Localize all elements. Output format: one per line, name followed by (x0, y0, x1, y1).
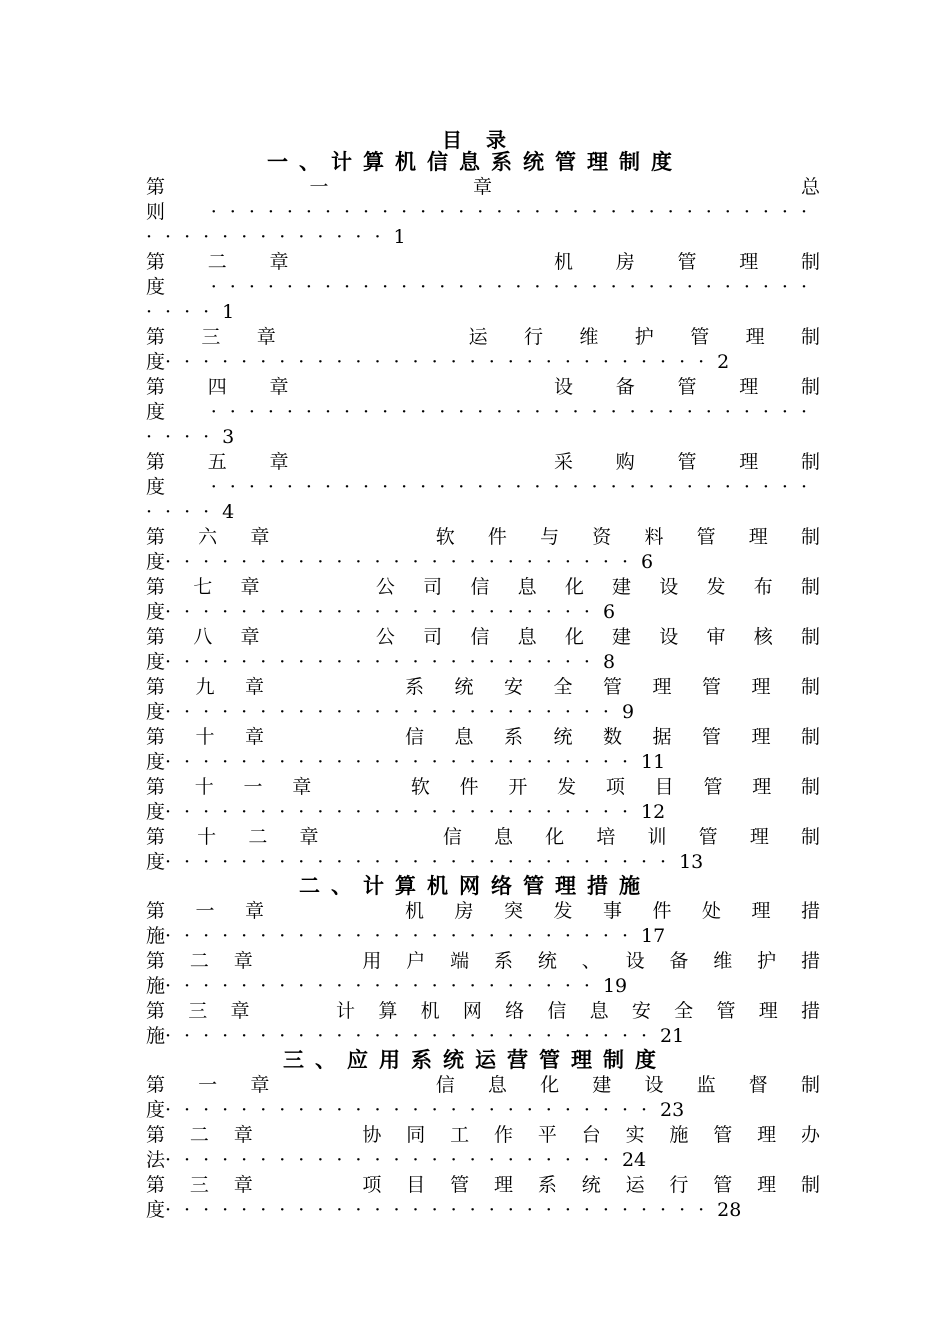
entry-tail: 度 (146, 351, 166, 373)
chapter-label: 第七章 (146, 576, 288, 598)
leader-dots: ························· (165, 751, 642, 773)
leader-dots: ······················· (165, 975, 603, 997)
entry-name: 协同工作平台实施管理办 (337, 1124, 820, 1146)
entry-tail: 则 (146, 201, 211, 223)
leader-dots: ············· (146, 226, 394, 248)
leader-dots: ······················· (165, 601, 603, 623)
entry-tail: 度 (146, 1199, 166, 1221)
entry-name: 总 (656, 176, 820, 198)
toc-entry[interactable] (146, 450, 820, 525)
entry-tail: 度 (146, 701, 166, 723)
page-number: 23 (660, 1099, 685, 1121)
leader-dots: ·························· (165, 1099, 661, 1121)
toc-entry[interactable] (146, 999, 820, 1049)
entry-name: 软件与资料管理制 (402, 526, 820, 548)
toc-entry[interactable] (146, 825, 820, 875)
leader-dots: ····························· (165, 1199, 718, 1221)
page-number: 17 (641, 925, 666, 947)
page-number: 3 (222, 426, 235, 448)
chapter-label: 第四章 (146, 376, 332, 398)
entry-tail: 度 (146, 751, 166, 773)
page-number: 19 (602, 975, 628, 997)
toc-entry[interactable] (146, 575, 820, 625)
leader-dots: ································ (210, 201, 820, 223)
toc-entry[interactable] (146, 949, 820, 999)
entry-tail: 施 (146, 975, 166, 997)
chapter-label: 第三章 (146, 1174, 278, 1196)
chapter-label: 第十章 (146, 726, 295, 748)
page-number: 28 (717, 1199, 742, 1221)
entry-tail: 法 (146, 1149, 166, 1171)
page-number: 2 (717, 351, 730, 373)
page-number: 13 (679, 851, 704, 873)
toc-entry[interactable] (146, 625, 820, 675)
entry-tail: 度 (146, 551, 166, 573)
page-number: 6 (641, 551, 654, 573)
leader-dots: ····························· (165, 351, 718, 373)
leader-dots: ························· (165, 925, 642, 947)
page-number: 24 (621, 1149, 647, 1171)
leader-dots: ······················· (165, 651, 603, 673)
chapter-label: 第一章 (146, 1074, 303, 1096)
chapter-label: 第十一章 (146, 776, 342, 798)
leader-dots: ································ (210, 401, 820, 423)
entry-name: 计算机网络信息安全管理措 (312, 1000, 820, 1022)
entry-name: 信息化建设监督制 (402, 1074, 820, 1096)
chapter-label: 第一章 (146, 176, 637, 198)
page-number: 1 (222, 301, 235, 323)
entry-tail: 度 (146, 276, 211, 298)
chapter-label: 第三章 (146, 326, 313, 348)
toc-entry[interactable] (146, 775, 820, 825)
toc-entry[interactable] (146, 675, 820, 725)
chapter-label: 第二章 (146, 1124, 278, 1146)
entry-name: 项目管理系统运行管理制 (337, 1174, 820, 1196)
page-number: 12 (641, 801, 666, 823)
entry-name: 公司信息化建设审核制 (347, 626, 820, 648)
entry-name: 设备管理制 (511, 376, 820, 398)
entry-tail: 施 (146, 925, 166, 947)
entry-name: 公司信息化建设发布制 (347, 576, 820, 598)
entry-tail: 度 (146, 401, 211, 423)
toc-entry[interactable] (146, 525, 820, 575)
page-number: 8 (602, 651, 616, 673)
entry-name: 信息系统数据管理制 (374, 726, 820, 748)
leader-dots: ························· (165, 801, 642, 823)
entry-name: 采购管理制 (511, 451, 820, 473)
page-number: 9 (621, 701, 635, 723)
chapter-label: 第五章 (146, 451, 332, 473)
leader-dots: ··························· (165, 851, 680, 873)
entry-name: 系统安全管理管理制 (374, 676, 820, 698)
leader-dots: ································ (210, 276, 820, 298)
entry-tail: 度 (146, 851, 166, 873)
entry-tail: 度 (146, 476, 211, 498)
entry-name: 用户端系统、设备维护措 (337, 950, 820, 972)
entry-tail: 度 (146, 1099, 166, 1121)
entry-tail: 度 (146, 601, 166, 623)
leader-dots: ·························· (165, 1025, 661, 1047)
chapter-label: 第三章 (146, 1000, 273, 1022)
page-number: 11 (641, 751, 666, 773)
toc-entry[interactable] (146, 725, 820, 775)
entry-name: 运行维护管理制 (432, 326, 820, 348)
section-heading: 一、计算机信息系统管理制度 (267, 149, 683, 174)
toc-entry[interactable] (146, 1123, 820, 1173)
leader-dots: ···· (146, 301, 223, 323)
leader-dots: ························· (165, 551, 642, 573)
page-number: 4 (222, 501, 235, 523)
leader-dots: ························ (165, 701, 622, 723)
toc-entry[interactable] (146, 175, 820, 250)
leader-dots: ························ (165, 1149, 622, 1171)
toc-entry[interactable] (146, 1173, 820, 1223)
toc-entry[interactable] (146, 250, 820, 325)
toc-entry[interactable] (146, 325, 820, 375)
toc-entry[interactable] (146, 375, 820, 450)
entry-tail: 施 (146, 1025, 166, 1047)
toc-entry[interactable] (146, 1073, 820, 1123)
chapter-label: 第二章 (146, 251, 332, 273)
entry-name: 软件开发项目管理制 (381, 776, 820, 798)
page-number: 21 (660, 1025, 685, 1047)
page-number: 6 (602, 601, 616, 623)
leader-dots: ································ (210, 476, 820, 498)
chapter-label: 第八章 (146, 626, 288, 648)
entry-name: 信息化培训管理制 (410, 826, 820, 848)
toc-title: 目 录 (442, 128, 508, 152)
chapter-label: 第九章 (146, 676, 295, 698)
leader-dots: ···· (146, 426, 223, 448)
chapter-label: 第六章 (146, 526, 303, 548)
entry-tail: 度 (146, 651, 166, 673)
chapter-label: 第一章 (146, 900, 295, 922)
section-heading: 三、应用系统运营管理制度 (283, 1047, 667, 1072)
page-number: 1 (393, 226, 406, 248)
toc-entry[interactable] (146, 899, 820, 949)
chapter-label: 第十二章 (146, 826, 351, 848)
section-heading: 二、计算机网络管理措施 (299, 873, 651, 898)
entry-tail: 度 (146, 801, 166, 823)
entry-name: 机房突发事件处理措 (374, 900, 820, 922)
chapter-label: 第二章 (146, 950, 278, 972)
leader-dots: ···· (146, 501, 223, 523)
entry-name: 机房管理制 (511, 251, 820, 273)
